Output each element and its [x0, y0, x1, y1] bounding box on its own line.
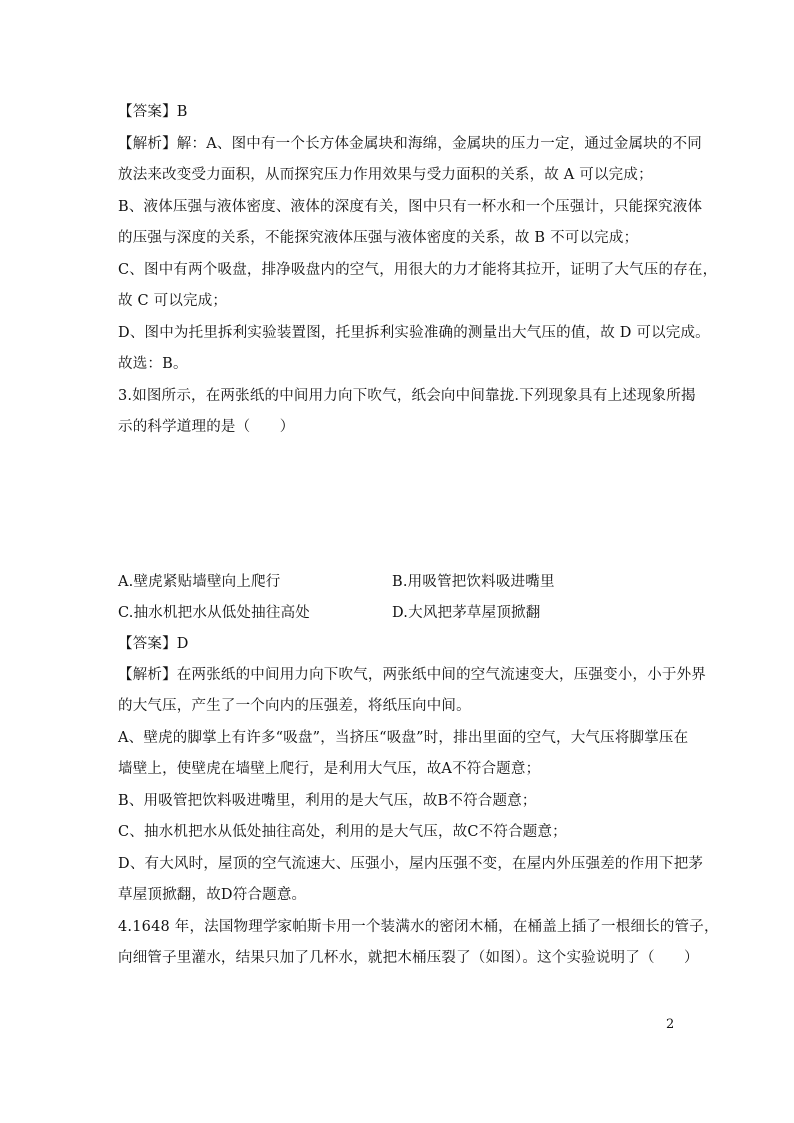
analysis-line: 墙壁上，使壁虎在墙壁上爬行，是利用大气压，故A不符合题意；: [118, 761, 541, 777]
analysis-line: A、壁虎的脚掌上有许多“吸盘”，当挤压“吸盘”时，排出里面的空气，大气压将脚掌压在: [118, 730, 689, 746]
page-number: 2: [666, 1017, 675, 1032]
question-3-stem: 示的科学道理的是（ ）: [118, 419, 295, 435]
option-b: B.用吸管把饮料吸进嘴里: [392, 574, 555, 590]
analysis-line: D、图中为托里拆利实验装置图，托里拆利实验准确的测量出大气压的值，故 D 可以完成。: [118, 325, 710, 341]
figure-placeholder: [118, 448, 678, 558]
analysis-line: D、有大风时，屋顶的空气流速大、压强小，屋内压强不变，在屋内外压强差的作用下把茅: [118, 856, 704, 872]
answer-label-q2: 【答案】B: [118, 104, 188, 120]
option-d: D.大风把茅草屋顶掀翻: [392, 605, 541, 621]
analysis-line: B、用吸管把饮料吸进嘴里，利用的是大气压，故B不符合题意；: [118, 793, 537, 809]
option-c: C.抽水机把水从低处抽往高处: [118, 605, 310, 621]
analysis-line: 的大气压，产生了一个向内的压强差，将纸压向中间。: [118, 698, 471, 714]
analysis-line: C、抽水机把水从低处抽往高处，利用的是大气压，故C不符合题意；: [118, 824, 567, 840]
analysis-line: 放法来改变受力面积，从而探究压力作用效果与受力面积的关系，故 A 可以完成；: [118, 167, 653, 183]
question-3-stem: 3.如图所示，在两张纸的中间用力向下吹气，纸会向中间靠拢.下列现象具有上述现象所揭: [118, 388, 696, 404]
option-a: A.壁虎紧贴墙壁向上爬行: [118, 574, 281, 590]
analysis-line: 【解析】在两张纸的中间用力向下吹气，两张纸中间的空气流速变大，压强变小，小于外界: [118, 667, 706, 683]
question-4-stem: 4.1648 年，法国物理学家帕斯卡用一个装满水的密闭木桶，在桶盖上插了一根细长的管子，: [118, 919, 719, 935]
analysis-line: 【解析】解：A、图中有一个长方体金属块和海绵，金属块的压力一定，通过金属块的不同: [118, 136, 702, 152]
analysis-line: 草屋顶掀翻，故D符合题意。: [118, 887, 307, 903]
analysis-line: 的压强与深度的关系，不能探究液体压强与液体密度的关系，故 B 不可以完成；: [118, 230, 639, 246]
answer-label-q3: 【答案】D: [118, 636, 189, 652]
analysis-line: B、液体压强与液体密度、液体的深度有关，图中只有一杯水和一个压强计，只能探究液体: [118, 199, 703, 215]
analysis-line: C、图中有两个吸盘，排净吸盘内的空气，用很大的力才能将其拉开，证明了大气压的存在，: [118, 262, 718, 278]
conclusion-line: 故选：B。: [118, 356, 188, 372]
analysis-line: 故 C 可以完成；: [118, 293, 228, 309]
question-4-stem: 向细管子里灌水，结果只加了几杯水，就把木桶压裂了（如图）。这个实验说明了（ ）: [118, 950, 699, 966]
